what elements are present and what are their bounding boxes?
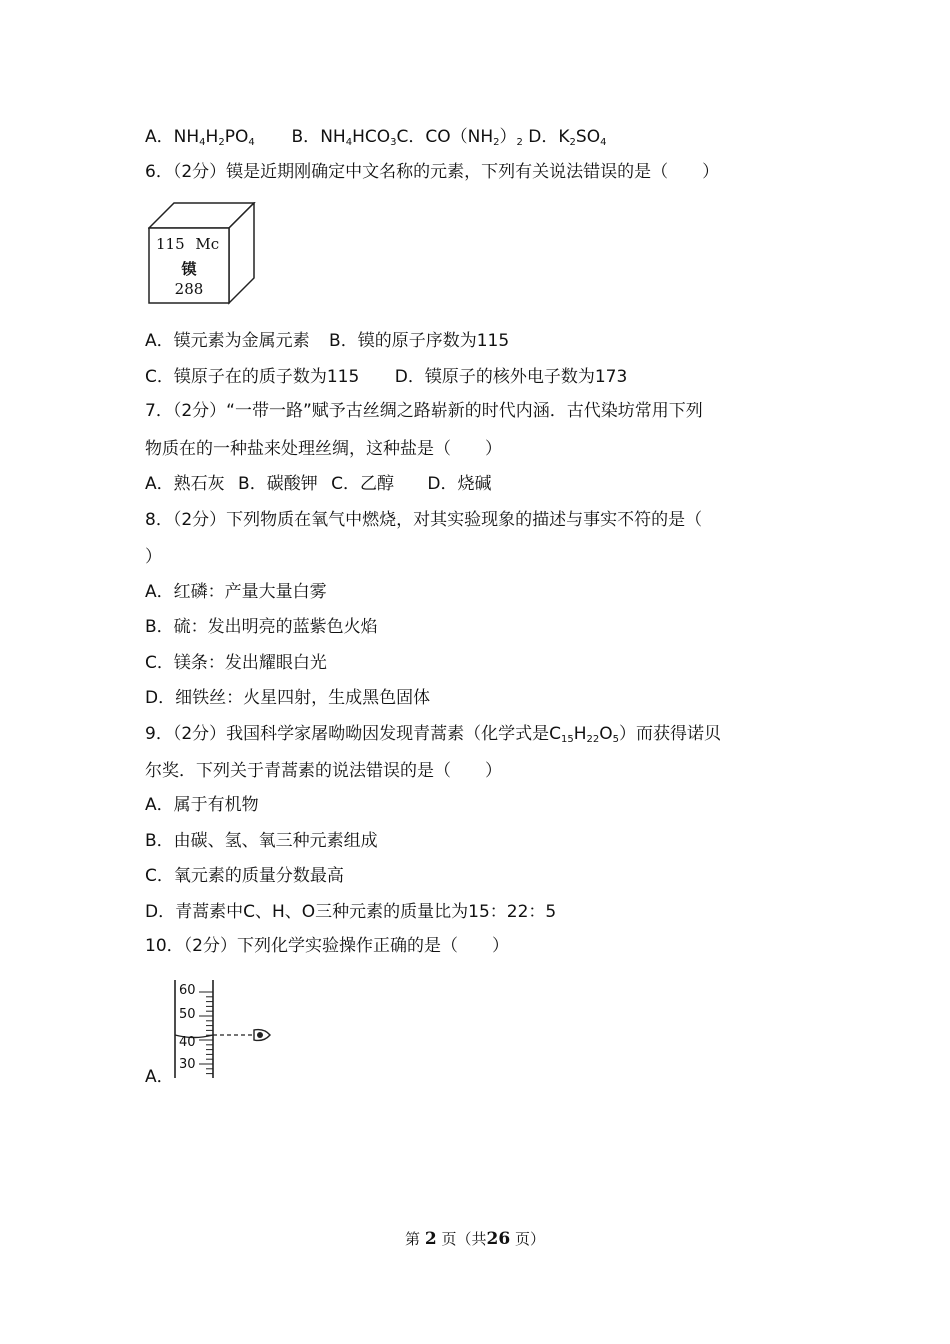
graduated-cylinder-figure (170, 978, 280, 1082)
page-total: 26 (486, 1229, 511, 1249)
q9-stem-line2: 尔奖．下列关于青蒿素的说法错误的是（ ） (145, 761, 502, 781)
q6-options-row1 (145, 330, 509, 352)
q7-option-d: D．烧碱 (427, 474, 492, 494)
q8-option-b: B．硫：发出明亮的蓝紫色火焰 (145, 617, 378, 637)
q8-option-c: C．镁条：发出耀眼白光 (145, 653, 327, 673)
page-number: 2 (424, 1229, 437, 1249)
q9-option-a: A．属于有机物 (145, 795, 259, 815)
q7-stem-line2: 物质在的一种盐来处理丝绸，这种盐是（ ） (145, 439, 502, 459)
element-cell-figure (148, 202, 256, 306)
q10-option-a-label: A． (145, 1067, 174, 1087)
q7-option-a: A．熟石灰 (145, 474, 225, 494)
cylinder-tick-60: 60 (179, 983, 196, 998)
q5-options: A．$NH_4H_2PO_4$ B．$NH_4HCO_3C$．$CO(NH_2)_2$ D．$K_2SO_4$ (145, 127, 607, 148)
q7-option-b: B．碳酸钾 (238, 474, 318, 494)
cylinder-tick-30: 30 (179, 1057, 196, 1072)
element-name: 镆 (181, 260, 197, 278)
q7-stem-line1: 7．（2分）“一带一路”赋予古丝绸之路崭新的时代内涵．古代染坊常用下列 (145, 401, 703, 421)
q8-stem-line1: 8．（2分）下列物质在氧气中燃烧，对其实验现象的描述与事实不符的是（ (145, 510, 703, 530)
q9-option-d: D．青蒿素中C、H、O三种元素的质量比为15：22：5 (145, 902, 557, 922)
q8-option-a: A．红磷：产量大量白雾 (145, 582, 327, 602)
q7-option-c: C．乙醇 (331, 474, 394, 494)
cylinder-tick-50: 50 (179, 1007, 196, 1022)
cylinder-tick-40: 40 (179, 1035, 196, 1050)
page-footer: 第 2 页（共26 页） (405, 1229, 545, 1249)
q6-options-row2 (145, 366, 627, 388)
q6-option-a: A．镆元素为金属元素 (145, 331, 310, 351)
element-symbol: Mc (195, 235, 220, 253)
q8-option-d: D．细铁丝：火星四射，生成黑色固体 (145, 688, 431, 708)
q6-option-d: D．镆原子的核外电子数为173 (394, 367, 628, 387)
q6-stem: 6．（2分）镆是近期刚确定中文名称的元素，下列有关说法错误的是（ ） (145, 162, 720, 182)
q9-stem-line1: 9．（2分）我国科学家屠呦呦因发现青蒿素（化学式是$C_{15}H_{22}O_5$）而获得诺贝 (145, 724, 722, 745)
q7-options (145, 473, 492, 495)
q10-stem: 10．（2分）下列化学实验操作正确的是（ ） (145, 936, 509, 956)
element-atomic-number: 115 (156, 235, 185, 253)
q9-option-c: C．氧元素的质量分数最高 (145, 866, 344, 886)
q9-option-b: B．由碳、氢、氧三种元素组成 (145, 831, 378, 851)
element-mass: 288 (174, 280, 204, 298)
q8-stem-line2: ） (145, 547, 162, 567)
q6-option-c: C．镆原子在的质子数为115 (145, 367, 360, 387)
q6-option-b: B．镆的原子序数为115 (329, 331, 510, 351)
